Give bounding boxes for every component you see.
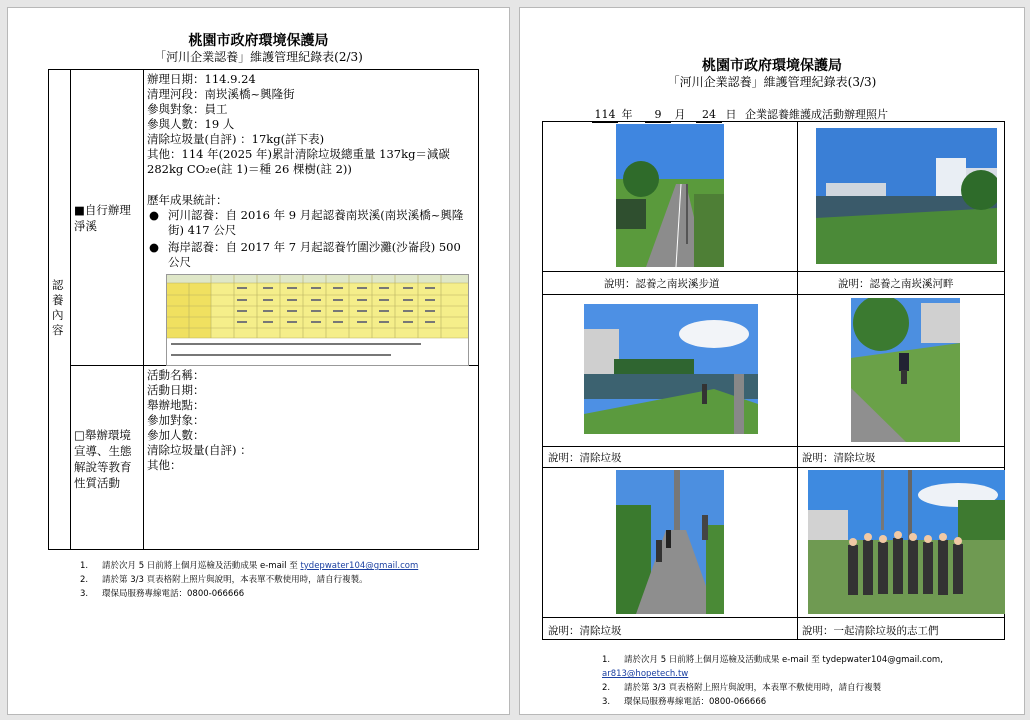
photo-date-line: 114 年 9 月 24 日 企業認養維護成活動辦理照片: [592, 107, 888, 123]
footnote: 1. 請於次月 5 日前將上個月巡檢及活動成果 e-mail 至 tydepwater104@gmail.com: [80, 561, 419, 571]
activity-field: 活動日期：: [147, 383, 205, 397]
photo-volunteer-group: [808, 470, 1005, 614]
self-cleanup-checkbox: ■自行辦理淨溪: [74, 203, 131, 233]
photo-litter-pickup-1: [584, 304, 758, 434]
footnote: 2. 請於第 3/3 頁表格附上照片與說明，本表單不敷使用時，請自行複製: [602, 683, 882, 693]
page-subtitle: 「河川企業認養」維護管理紀錄表(2/3): [154, 50, 363, 64]
page-title: 桃園市政府環境保護局: [188, 33, 329, 49]
photo-caption: 說明：清除垃圾: [802, 452, 876, 464]
detail-line: 參與對象：員工: [147, 102, 228, 116]
detail-line: 辦理日期：114.9.24: [147, 72, 256, 86]
history-bullet: 河川認養：自 2016 年 9 月起認養南崁溪(南崁溪橋~興隆街) 417 公尺: [168, 208, 464, 237]
photo-litter-pickup-3: [616, 470, 724, 614]
footnote: 2. 請於第 3/3 頁表格附上照片與說明，本表單不敷使用時，請自行複製。: [80, 575, 368, 585]
photo-caption: 說明：認養之南崁溪步道: [604, 278, 720, 290]
photo-caption: 說明：清除垃圾: [548, 625, 622, 637]
page-subtitle: 「河川企業認養」維護管理紀錄表(3/3): [667, 75, 877, 89]
detail-line: 清理河段：南崁溪橋~興隆街: [147, 87, 295, 101]
footnotes: [80, 559, 418, 601]
footnote: 3. 環保局服務專線電話：0800-066666: [602, 697, 767, 707]
side-label: 認養內容: [52, 278, 64, 337]
activity-field: 清除垃圾量(自評) ：: [147, 443, 252, 457]
document-page-2of3: [7, 7, 510, 715]
activity-field: 參加對象：: [147, 413, 205, 427]
activity-field: 舉辦地點：: [147, 398, 205, 412]
activity-field: 參加人數：: [147, 428, 205, 442]
footnote: 3. 環保局服務專線電話：0800-066666: [80, 589, 245, 599]
email-link[interactable]: ar813@hopetech.tw: [602, 669, 689, 679]
history-bullet: 海岸認養：自 2017 年 7 月起認養竹圍沙灘(沙崙段) 500 公尺: [168, 240, 461, 269]
detail-line: 參與人數：19 人: [147, 117, 235, 131]
detail-line: 清除垃圾量(自評) ：17kg(詳下表): [147, 132, 325, 146]
activity-field: 其他：: [147, 458, 182, 472]
photo-river-bank: [816, 128, 997, 264]
detail-line: 其他：114 年(2025 年)累計清除垃圾總重量 137kg＝減碳 282kg CO₂e(註 1)＝種 26 棵樹(註 2)): [147, 147, 450, 176]
email-link[interactable]: tydepwater104@gmail.com: [300, 561, 419, 571]
photo-caption: 說明：一起清除垃圾的志工們: [802, 625, 939, 637]
photo-litter-pickup-2: [851, 298, 960, 442]
yearly-stats-table-graphic: [167, 275, 468, 365]
bullet-icon: ●: [149, 208, 160, 222]
page-title: 桃園市政府環境保護局: [702, 58, 842, 74]
photo-caption: 說明：認養之南崁溪河畔: [838, 278, 954, 290]
activity-field: 活動名稱：: [147, 368, 205, 382]
footnote: 1. 請於次月 5 日前將上個月巡檢及活動成果 e-mail 至 tydepwater104@gmail.com, ar813@hopetech.tw: [602, 655, 943, 679]
footnotes: [602, 653, 1024, 709]
yearly-stats-table-image: [166, 274, 469, 366]
education-activity-checkbox: □舉辦環境宣導、生態解說等教育性質活動: [74, 428, 132, 490]
photo-riverside-path: [616, 124, 724, 267]
bullet-icon: ●: [149, 240, 160, 254]
history-title: 歷年成果統計：: [147, 193, 228, 207]
document-page-3of3: [519, 7, 1025, 715]
photo-caption: 說明：清除垃圾: [548, 452, 622, 464]
